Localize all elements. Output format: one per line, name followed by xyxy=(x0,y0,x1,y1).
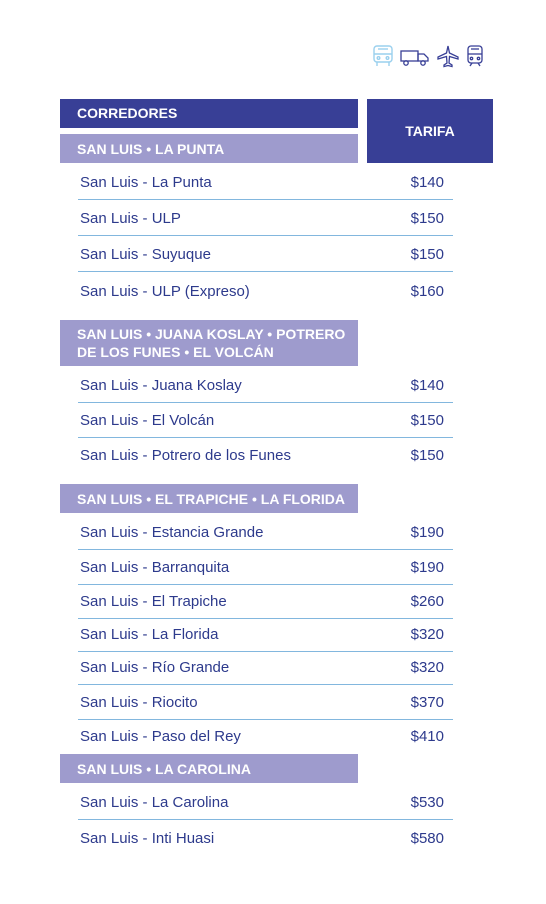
route-name: San Luis - La Florida xyxy=(80,626,219,643)
route-name: San Luis - Potrero de los Funes xyxy=(80,446,291,464)
route-price: $530 xyxy=(410,794,444,811)
table-row xyxy=(78,719,453,753)
route-price: $370 xyxy=(410,694,444,711)
corredores-header: CORREDORES xyxy=(60,99,358,128)
route-name: San Luis - El Volcán xyxy=(80,412,215,429)
route-price: $320 xyxy=(410,659,444,676)
route-price: $140 xyxy=(410,377,444,394)
route-name: San Luis - Riocito xyxy=(80,694,198,711)
route-name: San Luis - Barranquita xyxy=(80,559,230,576)
route-name: San Luis - ULP xyxy=(80,210,181,227)
route-price: $150 xyxy=(410,246,444,263)
route-price: $190 xyxy=(410,524,444,541)
group-header: SAN LUIS • LA PUNTA xyxy=(60,134,358,163)
transport-icons xyxy=(372,44,490,68)
table-row xyxy=(78,686,453,720)
route-name: San Luis - La Punta xyxy=(80,174,212,191)
route-name: San Luis - Inti Huasi xyxy=(80,829,215,847)
route-price: $190 xyxy=(410,559,444,576)
route-name: San Luis - Suyuque xyxy=(80,246,211,263)
table-row xyxy=(78,369,453,403)
table-row xyxy=(78,166,453,200)
route-price: $150 xyxy=(410,210,444,227)
route-name: San Luis - Estancia Grande xyxy=(80,524,264,541)
route-name: San Luis - Juana Koslay xyxy=(80,377,242,394)
route-price: $150 xyxy=(410,412,444,429)
table-row xyxy=(78,438,453,472)
table-row xyxy=(78,274,453,308)
table-row xyxy=(78,651,453,685)
route-price: $160 xyxy=(410,282,444,300)
table-row xyxy=(78,238,453,272)
group-header: SAN LUIS • EL TRAPICHE • LA FLORIDA xyxy=(60,484,358,513)
table-row xyxy=(78,585,453,619)
route-price: $140 xyxy=(410,174,444,191)
train-icon xyxy=(466,44,484,68)
route-price: $410 xyxy=(410,727,444,745)
bus-icon xyxy=(372,44,394,68)
table-row xyxy=(78,618,453,652)
table-row xyxy=(78,516,453,550)
table-row xyxy=(78,551,453,585)
route-price: $150 xyxy=(410,446,444,464)
route-price: $580 xyxy=(410,829,444,847)
truck-icon xyxy=(400,44,430,68)
route-price: $320 xyxy=(410,626,444,643)
airplane-icon xyxy=(436,44,460,68)
route-name: San Luis - ULP (Expreso) xyxy=(80,282,250,300)
table-row xyxy=(78,202,453,236)
route-name: San Luis - El Trapiche xyxy=(80,593,227,610)
tarifa-header: TARIFA xyxy=(367,99,493,163)
table-row xyxy=(78,404,453,438)
route-name: San Luis - Paso del Rey xyxy=(80,727,241,745)
route-price: $260 xyxy=(410,593,444,610)
route-name: San Luis - La Carolina xyxy=(80,794,229,811)
route-name: San Luis - Río Grande xyxy=(80,659,230,676)
group-header: SAN LUIS • LA CAROLINA xyxy=(60,754,358,783)
table-row xyxy=(78,821,453,855)
group-header: SAN LUIS • JUANA KOSLAY • POTRERO DE LOS FUNES • EL VOLCÁN xyxy=(60,320,358,366)
table-row xyxy=(78,786,453,820)
